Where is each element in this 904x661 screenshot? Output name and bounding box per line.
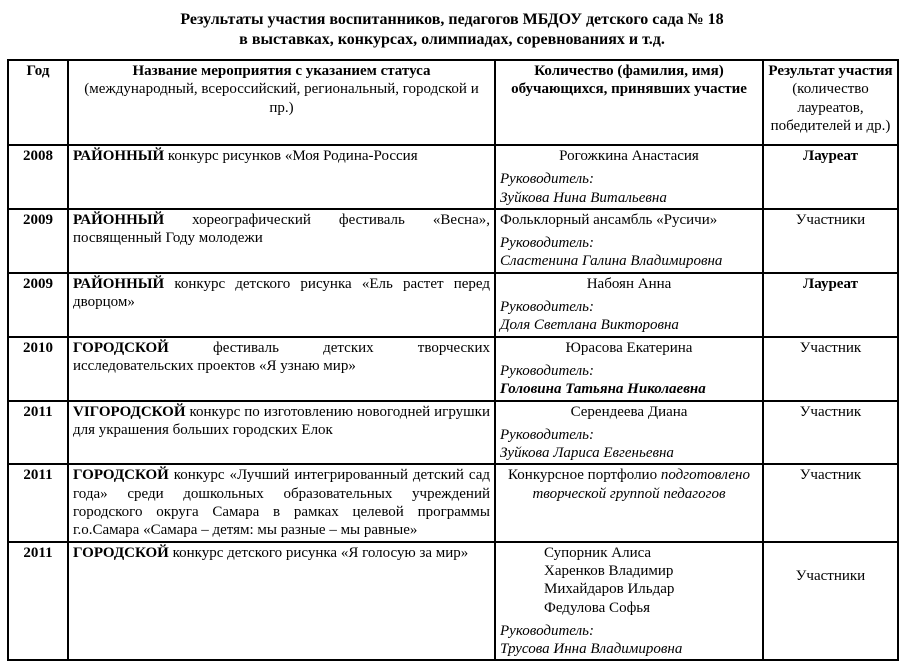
table-row-2008-rayonny-risunki [8,145,898,209]
event-cell [68,273,495,337]
table-row-2010-gorodskoy-festival [8,337,898,401]
leader-label: Руководитель: [500,362,594,379]
event-text: конкурс детского рисунка «Я голосую за мир» [168,544,469,561]
leader-name: Доля Светлана Викторовна [500,317,679,334]
header-result-title: Результат участия [768,63,893,79]
participant-name: Серендеева Диана [570,403,688,420]
leader-label: Руководитель: [500,171,594,188]
participant-name: Фольклорный ансамбль «Русичи» [500,211,718,228]
participants-cell [495,209,763,273]
event-cell [68,542,495,661]
table-row-2011-vi-gorodskoy-igrushka [8,401,898,465]
portfolio-text-italic: подготовлено творческой группой педагогов [532,467,750,502]
table-row-2011-gorodskoy-luchshiy-sad [8,464,898,541]
leader-label: Руководитель: [500,299,594,316]
year-cell: 2009 [8,273,68,337]
header-participants [495,60,763,145]
header-result-sub: (количество лауреатов, победителей и др.) [770,81,891,134]
result-cell: Участник [763,337,898,401]
result-cell: Участники [763,209,898,273]
table-row-2011-gorodskoy-golosuyu-za-mir [8,542,898,661]
header-participants-title: Количество (фамилия, имя) обучающихся, принявших участие [511,63,747,98]
year-cell: 2011 [8,401,68,465]
participant-name: Харенков Владимир [544,562,674,579]
event-cell [68,145,495,209]
portfolio-text-normal: Конкурсное портфолио [508,467,661,484]
year-cell: 2010 [8,337,68,401]
leader-label: Руководитель: [500,235,594,252]
event-status: РАЙОННЫЙ [73,148,165,164]
participant-name: Рогожкина Анастасия [559,148,699,164]
event-status: РАЙОННЫЙ [73,275,165,292]
event-text: конкурс рисунков «Моя Родина-Россия [164,148,418,164]
participants-cell [495,273,763,337]
leader-name: Сластенина Галина Владимировна [500,253,723,270]
event-text: конкурс детского рисунка «Ель растет перед дворцом» [73,275,490,311]
result-cell: Участник [763,401,898,465]
leader-label: Руководитель: [500,622,594,639]
results-table [7,59,899,661]
year-cell: 2011 [8,542,68,661]
participant-name: Федулова Софья [544,599,651,616]
participant-name: Супорник Алиса [544,544,652,561]
participant-name: Михайдаров Ильдар [544,581,675,598]
participants-cell [495,464,763,541]
table-row-2009-rayonny-vesna [8,209,898,273]
event-text: конкурс по изготовлению новогодней игрушки для украшения больших городских Елок [73,403,490,438]
participants-cell [495,401,763,465]
year-cell: 2008 [8,145,68,209]
leader-name: Трусова Инна Владимировна [500,641,683,658]
participants-cell [495,337,763,401]
header-event-sub: (международный, всероссийский, региональный, городской и пр.) [84,81,479,116]
event-status: ГОРОДСКОЙ [73,544,169,561]
event-cell [68,337,495,401]
leader-label: Руководитель: [500,426,594,443]
year-cell: 2009 [8,209,68,273]
participants-cell [495,542,763,661]
event-status: ГОРОДСКОЙ [73,339,169,356]
event-status: VIГОРОДСКОЙ [73,403,186,420]
document-title [0,0,904,50]
event-cell [68,209,495,273]
leader-name: Зуйкова Нина Витальевна [500,189,667,206]
result-cell: Участники [763,542,898,661]
event-cell [68,464,495,541]
header-year: Год [8,60,68,145]
event-status: РАЙОННЫЙ [73,211,165,228]
header-event [68,60,495,145]
result-cell: Участник [763,464,898,541]
header-result [763,60,898,145]
participant-name: Юрасова Екатерина [565,339,693,356]
header-event-title: Название мероприятия с указанием статуса [132,63,431,79]
event-status: ГОРОДСКОЙ [73,467,169,484]
leader-name: Головина Татьяна Николаевна [500,381,706,398]
event-text: хореографический фестиваль «Весна», посвященный Году молодежи [73,211,490,247]
year-cell: 2011 [8,464,68,541]
result-cell: Лауреат [763,273,898,337]
table-header-row [8,60,898,145]
result-cell: Лауреат [763,145,898,209]
table-row-2009-rayonny-el [8,273,898,337]
event-text: фестиваль детских творческих исследовательских проектов «Я узнаю мир» [73,339,490,374]
leader-name: Зуйкова Лариса Евгеньевна [500,445,674,462]
event-text: конкурс «Лучший интегрированный детский сад года» среди дошкольных образовательных учреждений городского округа Самара в рамках целевой программы г.о.Самара «Самара – детям: мы разные – мы равные» [73,467,490,539]
participant-name: Набоян Анна [586,275,672,292]
participants-cell [495,145,763,209]
title-line-2: в выставках, конкурсах, олимпиадах, соревнованиях и т.д. [239,31,665,48]
event-cell [68,401,495,465]
title-line-1: Результаты участия воспитанников, педагогов МБДОУ детского сада № 18 [180,11,724,28]
